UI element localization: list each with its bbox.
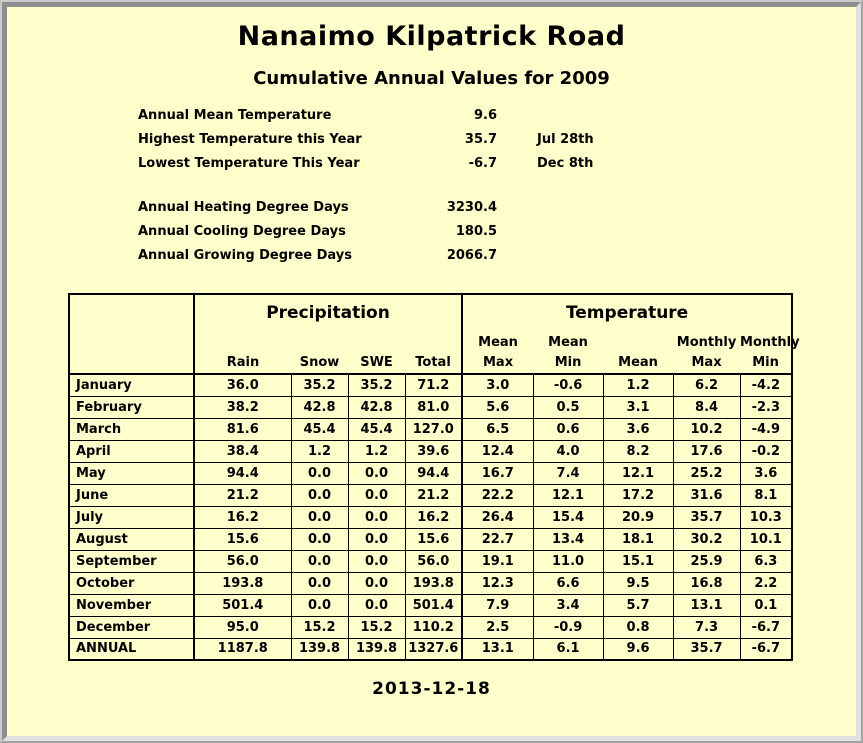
table-row	[69, 528, 792, 550]
value-cell: 0.0	[291, 484, 348, 506]
month-cell: November	[69, 594, 194, 616]
value-cell: 2.2	[740, 572, 792, 594]
mean-max-column-header: Max	[462, 350, 533, 374]
value-cell: 7.9	[462, 594, 533, 616]
monthly-table-body	[69, 374, 792, 660]
value-cell: 4.0	[533, 440, 603, 462]
swe-column-header: SWE	[348, 350, 405, 374]
value-cell: 18.1	[603, 528, 673, 550]
summary-gap	[138, 175, 856, 195]
value-cell: 19.1	[462, 550, 533, 572]
report-subtitle: Cumulative Annual Values for 2009	[253, 68, 610, 89]
value-cell: 38.2	[194, 396, 291, 418]
value-cell: -6.7	[740, 638, 792, 660]
summary-label: Lowest Temperature This Year	[138, 155, 360, 171]
value-cell: 12.4	[462, 440, 533, 462]
value-cell: 35.2	[348, 374, 405, 396]
value-cell: 193.8	[405, 572, 462, 594]
precipitation-subheader-spacer	[194, 330, 462, 350]
value-cell: 10.1	[740, 528, 792, 550]
value-cell: 35.7	[673, 506, 740, 528]
value-cell: 36.0	[194, 374, 291, 396]
value-cell: 25.9	[673, 550, 740, 572]
value-cell: 0.0	[291, 550, 348, 572]
month-column-header	[69, 294, 194, 374]
table-row	[69, 418, 792, 440]
summary-label: Annual Heating Degree Days	[138, 199, 349, 215]
monthly-min-column-header: Min	[740, 350, 792, 374]
value-cell: 501.4	[194, 594, 291, 616]
value-cell: 71.2	[405, 374, 462, 396]
monthly-data-table	[68, 293, 800, 661]
table-row	[69, 440, 792, 462]
value-cell: 0.5	[533, 396, 603, 418]
value-cell: -4.2	[740, 374, 792, 396]
value-cell: 15.6	[405, 528, 462, 550]
rain-column-header: Rain	[194, 350, 291, 374]
value-cell: 11.0	[533, 550, 603, 572]
value-cell: 12.1	[533, 484, 603, 506]
precipitation-group-header: Precipitation	[194, 294, 462, 330]
value-cell: 16.8	[673, 572, 740, 594]
summary-section	[138, 103, 856, 267]
value-cell: 38.4	[194, 440, 291, 462]
value-cell: 1327.6	[405, 638, 462, 660]
value-cell: 12.1	[603, 462, 673, 484]
summary-label: Annual Growing Degree Days	[138, 247, 353, 263]
summary-row	[138, 103, 856, 127]
value-cell: 0.0	[348, 572, 405, 594]
value-cell: 94.4	[405, 462, 462, 484]
mean-max-header-top: Mean	[478, 335, 518, 350]
value-cell: 3.1	[603, 396, 673, 418]
value-cell: 13.1	[462, 638, 533, 660]
temperature-summary-group	[138, 103, 856, 175]
value-cell: 3.0	[462, 374, 533, 396]
value-cell: 81.0	[405, 396, 462, 418]
value-cell: 42.8	[348, 396, 405, 418]
table-header	[69, 294, 800, 374]
value-cell: 501.4	[405, 594, 462, 616]
mean-min-header-top: Mean	[548, 335, 588, 350]
month-cell: May	[69, 462, 194, 484]
value-cell: 110.2	[405, 616, 462, 638]
summary-label: Highest Temperature this Year	[138, 131, 362, 147]
summary-value: 35.7	[464, 131, 497, 147]
value-cell: 94.4	[194, 462, 291, 484]
summary-row	[138, 127, 856, 151]
value-cell: 35.7	[673, 638, 740, 660]
value-cell: 13.1	[673, 594, 740, 616]
value-cell: -0.6	[533, 374, 603, 396]
value-cell: 3.6	[740, 462, 792, 484]
value-cell: 21.2	[405, 484, 462, 506]
value-cell: 56.0	[194, 550, 291, 572]
month-cell: January	[69, 374, 194, 396]
value-cell: 7.3	[673, 616, 740, 638]
value-cell: 0.6	[533, 418, 603, 440]
value-cell: 2.5	[462, 616, 533, 638]
mean-min-column-header: Min	[533, 350, 603, 374]
value-cell: 26.4	[462, 506, 533, 528]
value-cell: 15.2	[348, 616, 405, 638]
value-cell: 45.4	[348, 418, 405, 440]
summary-date: Dec 8th	[537, 155, 594, 171]
value-cell: 17.2	[603, 484, 673, 506]
value-cell: 35.2	[291, 374, 348, 396]
table-row	[69, 616, 792, 638]
summary-value: -6.7	[468, 155, 497, 171]
table-row	[69, 550, 792, 572]
value-cell: 15.4	[533, 506, 603, 528]
value-cell: 22.7	[462, 528, 533, 550]
report-date: 2013-12-18	[372, 679, 491, 699]
value-cell: 31.6	[673, 484, 740, 506]
value-cell: 45.4	[291, 418, 348, 440]
value-cell: 16.7	[462, 462, 533, 484]
value-cell: 17.6	[673, 440, 740, 462]
value-cell: 30.2	[673, 528, 740, 550]
summary-row	[138, 219, 856, 243]
month-cell: December	[69, 616, 194, 638]
value-cell: 0.0	[348, 528, 405, 550]
value-cell: 7.4	[533, 462, 603, 484]
summary-row	[138, 151, 856, 175]
summary-row	[138, 243, 856, 267]
value-cell: 5.7	[603, 594, 673, 616]
snow-column-header: Snow	[291, 350, 348, 374]
value-cell: 1.2	[291, 440, 348, 462]
value-cell: 1.2	[348, 440, 405, 462]
value-cell: -0.2	[740, 440, 792, 462]
value-cell: 0.1	[740, 594, 792, 616]
table-row	[69, 638, 792, 660]
table-row	[69, 374, 792, 396]
table-row	[69, 594, 792, 616]
value-cell: 0.0	[348, 484, 405, 506]
value-cell: 0.0	[291, 462, 348, 484]
summary-row	[138, 195, 856, 219]
value-cell: 39.6	[405, 440, 462, 462]
value-cell: 139.8	[291, 638, 348, 660]
summary-label: Annual Mean Temperature	[138, 107, 332, 123]
value-cell: 8.4	[673, 396, 740, 418]
summary-value: 3230.4	[446, 199, 497, 215]
month-cell: April	[69, 440, 194, 462]
value-cell: 16.2	[194, 506, 291, 528]
value-cell: 22.2	[462, 484, 533, 506]
monthly-min-header-top: Monthly	[740, 335, 800, 350]
value-cell: 10.3	[740, 506, 792, 528]
temperature-group-header: Temperature	[565, 302, 689, 323]
value-cell: 139.8	[348, 638, 405, 660]
value-cell: 8.2	[603, 440, 673, 462]
value-cell: 16.2	[405, 506, 462, 528]
table-row	[69, 484, 792, 506]
value-cell: 127.0	[405, 418, 462, 440]
summary-value: 2066.7	[446, 247, 497, 263]
report-page	[2, 2, 861, 741]
value-cell: 1.2	[603, 374, 673, 396]
value-cell: 25.2	[673, 462, 740, 484]
value-cell: -6.7	[740, 616, 792, 638]
summary-value: 180.5	[455, 223, 497, 239]
value-cell: 193.8	[194, 572, 291, 594]
monthly-max-header-top: Monthly	[676, 335, 737, 350]
value-cell: 0.0	[291, 528, 348, 550]
value-cell: 20.9	[603, 506, 673, 528]
value-cell: 21.2	[194, 484, 291, 506]
value-cell: 95.0	[194, 616, 291, 638]
month-cell: June	[69, 484, 194, 506]
mean-column-header: Mean	[603, 350, 673, 374]
value-cell: 6.3	[740, 550, 792, 572]
value-cell: 6.6	[533, 572, 603, 594]
month-cell: July	[69, 506, 194, 528]
station-title: Nanaimo Kilpatrick Road	[237, 21, 626, 52]
summary-label: Annual Cooling Degree Days	[138, 223, 346, 239]
mean-header-top	[603, 330, 673, 350]
monthly-max-column-header: Max	[673, 350, 740, 374]
value-cell: 6.1	[533, 638, 603, 660]
summary-date: Jul 28th	[537, 131, 594, 147]
value-cell: 0.8	[603, 616, 673, 638]
value-cell: 10.2	[673, 418, 740, 440]
value-cell: 3.4	[533, 594, 603, 616]
table-row	[69, 462, 792, 484]
value-cell: 15.6	[194, 528, 291, 550]
month-cell: February	[69, 396, 194, 418]
value-cell: 0.0	[291, 572, 348, 594]
value-cell: 42.8	[291, 396, 348, 418]
table-row	[69, 396, 792, 418]
value-cell: 0.0	[348, 506, 405, 528]
month-cell: March	[69, 418, 194, 440]
value-cell: 8.1	[740, 484, 792, 506]
total-column-header: Total	[405, 350, 462, 374]
month-cell: September	[69, 550, 194, 572]
value-cell: 6.2	[673, 374, 740, 396]
value-cell: 15.2	[291, 616, 348, 638]
value-cell: 6.5	[462, 418, 533, 440]
value-cell: -2.3	[740, 396, 792, 418]
value-cell: 3.6	[603, 418, 673, 440]
month-cell: ANNUAL	[69, 638, 194, 660]
value-cell: 9.6	[603, 638, 673, 660]
value-cell: 0.0	[348, 594, 405, 616]
value-cell: 12.3	[462, 572, 533, 594]
summary-value: 9.6	[473, 107, 497, 123]
value-cell: 15.1	[603, 550, 673, 572]
value-cell: 0.0	[348, 550, 405, 572]
value-cell: 5.6	[462, 396, 533, 418]
month-cell: October	[69, 572, 194, 594]
value-cell: 81.6	[194, 418, 291, 440]
value-cell: 56.0	[405, 550, 462, 572]
value-cell: -0.9	[533, 616, 603, 638]
month-cell: August	[69, 528, 194, 550]
degree-days-summary-group	[138, 195, 856, 267]
value-cell: 13.4	[533, 528, 603, 550]
value-cell: 0.0	[348, 462, 405, 484]
table-row	[69, 506, 792, 528]
value-cell: 9.5	[603, 572, 673, 594]
value-cell: -4.9	[740, 418, 792, 440]
value-cell: 0.0	[291, 594, 348, 616]
value-cell: 1187.8	[194, 638, 291, 660]
table-row	[69, 572, 792, 594]
value-cell: 0.0	[291, 506, 348, 528]
